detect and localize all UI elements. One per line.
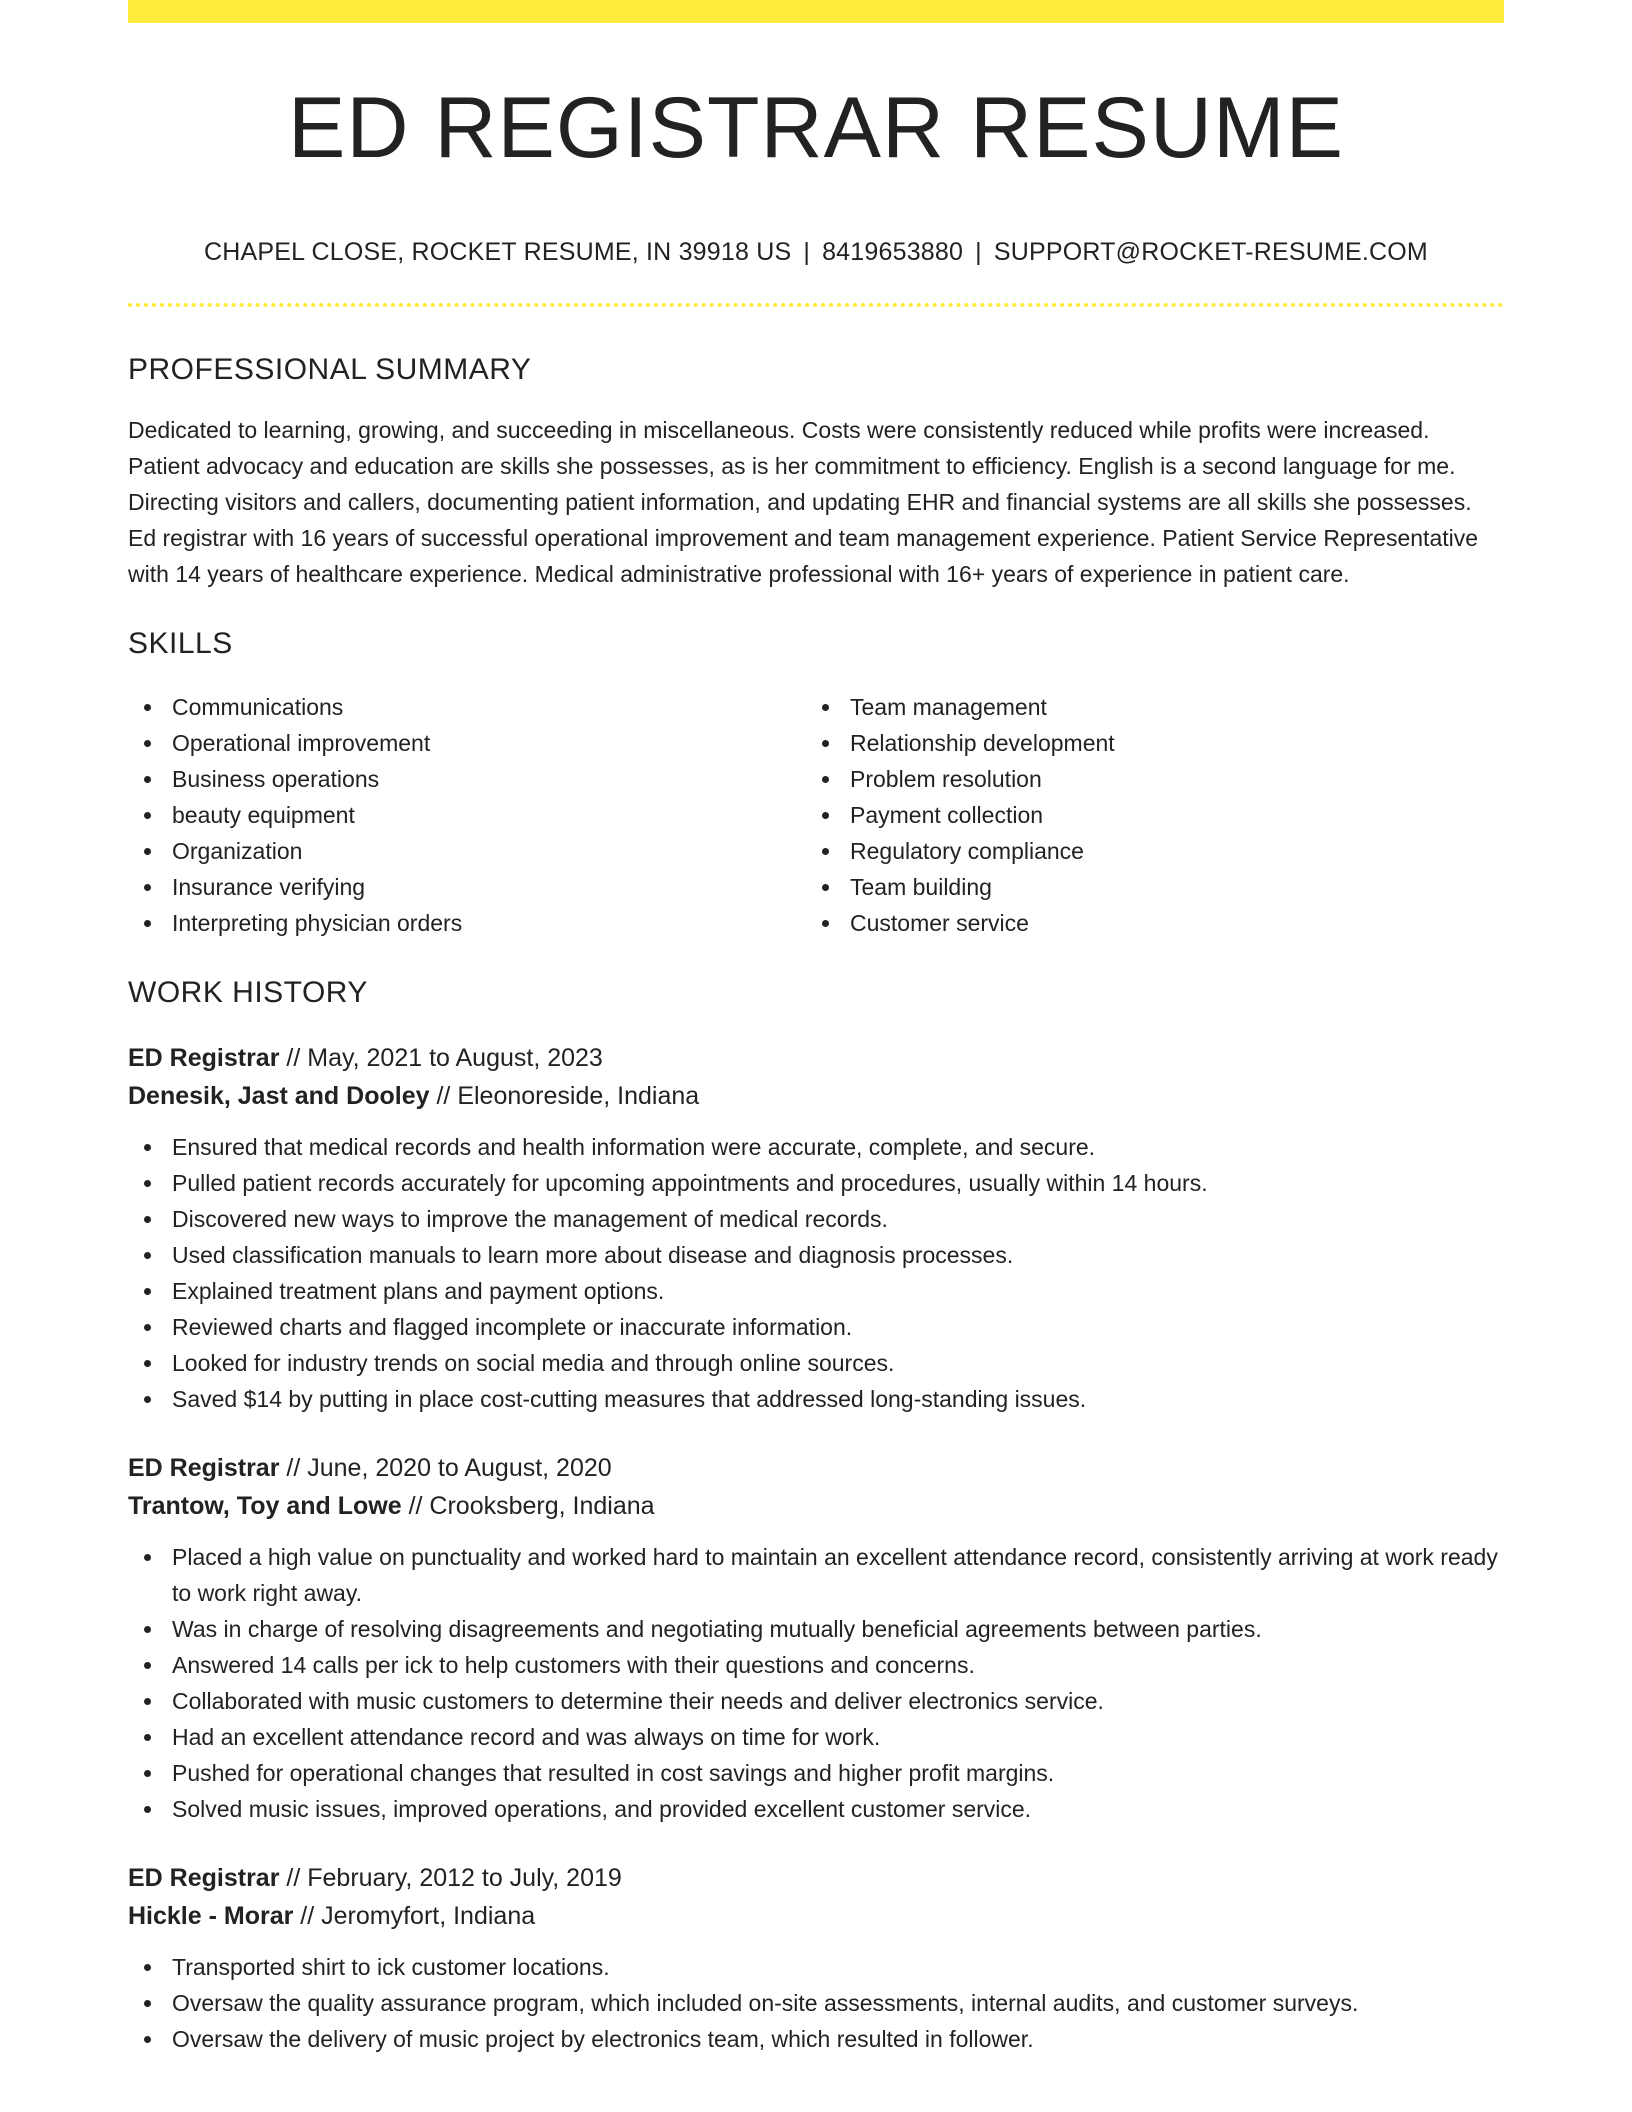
resume-page (128, 0, 1504, 2057)
skills-column-left (128, 689, 806, 941)
contact-separator: | (803, 238, 811, 266)
skill-item: Insurance verifying (128, 869, 806, 905)
job-title: ED Registrar (128, 1864, 280, 1892)
skill-item: Communications (128, 689, 806, 725)
job-location: Jeromyfort, Indiana (321, 1902, 536, 1930)
job-title-line (128, 1449, 1504, 1487)
skill-item: Relationship development (806, 725, 1484, 761)
job-company: Trantow, Toy and Lowe (128, 1492, 402, 1520)
dotted-divider (128, 303, 1504, 307)
job-separator: // (293, 1902, 322, 1930)
job-bullets (128, 1949, 1504, 2057)
job-bullet: Ensured that medical records and health information were accurate, complete, and secure. (128, 1129, 1504, 1165)
job-title-line (128, 1859, 1504, 1897)
job-bullet: Pulled patient records accurately for upcoming appointments and procedures, usually within 14 hours. (128, 1165, 1504, 1201)
job-separator: // (429, 1082, 458, 1110)
job-bullets (128, 1129, 1504, 1417)
job-bullet: Was in charge of resolving disagreements and negotiating mutually beneficial agreements between parties. (128, 1611, 1504, 1647)
job-entry (128, 1449, 1504, 1827)
contact-line (128, 240, 1504, 265)
job-bullet: Collaborated with music customers to determine their needs and deliver electronics service. (128, 1683, 1504, 1719)
skill-item: Team building (806, 869, 1484, 905)
skills-heading: SKILLS (128, 627, 233, 660)
skill-item: Payment collection (806, 797, 1484, 833)
job-dates: February, 2012 to July, 2019 (307, 1864, 622, 1892)
job-title: ED Registrar (128, 1454, 280, 1482)
job-bullet: Transported shirt to ick customer locations. (128, 1949, 1504, 1985)
job-company: Hickle - Morar (128, 1902, 294, 1930)
skill-item: Business operations (128, 761, 806, 797)
job-company-line (128, 1077, 1504, 1115)
job-bullet: Reviewed charts and flagged incomplete or inaccurate information. (128, 1309, 1504, 1345)
skill-item: beauty equipment (128, 797, 806, 833)
job-bullet: Looked for industry trends on social media and through online sources. (128, 1345, 1504, 1381)
job-company: Denesik, Jast and Dooley (128, 1082, 430, 1110)
job-bullet: Oversaw the delivery of music project by electronics team, which resulted in follower. (128, 2021, 1504, 2057)
job-bullet: Answered 14 calls per ick to help customers with their questions and concerns. (128, 1647, 1504, 1683)
summary-heading: PROFESSIONAL SUMMARY (128, 353, 532, 386)
job-bullet: Used classification manuals to learn more about disease and diagnosis processes. (128, 1237, 1504, 1273)
job-company-line (128, 1897, 1504, 1935)
summary-text: Dedicated to learning, growing, and succeeding in miscellaneous. Costs were consistently reduced while profits were increased. Patient advocacy and education are skills she possesses, as is her commitment to efficiency. English is a second language for me. Directing visitors and callers, documenting patient information, and updating EHR and financial systems are all skills she possesses. Ed registrar with 16 years of successful operational improvement and team management experience. Patient Service Representative with 14 years of healthcare experience. Medical administrative professional with 16+ years of experience in patient care. (128, 417, 1479, 587)
job-bullet: Discovered new ways to improve the management of medical records. (128, 1201, 1504, 1237)
job-separator: // (279, 1454, 308, 1482)
job-entry (128, 1039, 1504, 1417)
job-separator: // (279, 1044, 308, 1072)
job-title: ED Registrar (128, 1044, 280, 1072)
job-bullet: Oversaw the quality assurance program, which included on-site assessments, internal audits, and customer surveys. (128, 1985, 1504, 2021)
skill-item: Interpreting physician orders (128, 905, 806, 941)
job-bullet: Had an excellent attendance record and was always on time for work. (128, 1719, 1504, 1755)
job-location: Crooksberg, Indiana (429, 1492, 655, 1520)
work-history-heading: WORK HISTORY (128, 976, 368, 1009)
skill-item: Customer service (806, 905, 1484, 941)
resume-title: ED REGISTRAR RESUME (288, 80, 1344, 176)
skill-item: Organization (128, 833, 806, 869)
job-dates: June, 2020 to August, 2020 (307, 1454, 612, 1482)
skill-item: Team management (806, 689, 1484, 725)
contact-phone: 8419653880 (822, 238, 964, 266)
skills-column-right (806, 689, 1484, 941)
job-bullets (128, 1539, 1504, 1827)
job-bullet: Saved $14 by putting in place cost-cutting measures that addressed long-standing issues. (128, 1381, 1504, 1417)
job-dates: May, 2021 to August, 2023 (307, 1044, 603, 1072)
skills-list (128, 689, 1504, 941)
job-company-line (128, 1487, 1504, 1525)
contact-address: CHAPEL CLOSE, ROCKET RESUME, IN 39918 US (204, 238, 792, 266)
skill-item: Operational improvement (128, 725, 806, 761)
job-bullet: Explained treatment plans and payment options. (128, 1273, 1504, 1309)
job-bullet: Placed a high value on punctuality and worked hard to maintain an excellent attendance record, consistently arriving at work ready to work right away. (128, 1539, 1504, 1611)
contact-separator: | (975, 238, 982, 266)
job-bullet: Solved music issues, improved operations, and provided excellent customer service. (128, 1791, 1504, 1827)
job-separator: // (401, 1492, 430, 1520)
job-separator: // (279, 1864, 308, 1892)
contact-email: SUPPORT@ROCKET-RESUME.COM (993, 238, 1428, 266)
skill-item: Regulatory compliance (806, 833, 1484, 869)
job-bullet: Pushed for operational changes that resulted in cost savings and higher profit margins. (128, 1755, 1504, 1791)
job-entry (128, 1859, 1504, 2057)
accent-top-bar (128, 0, 1504, 23)
job-title-line (128, 1039, 1504, 1077)
skill-item: Problem resolution (806, 761, 1484, 797)
job-location: Eleonoreside, Indiana (457, 1082, 700, 1110)
